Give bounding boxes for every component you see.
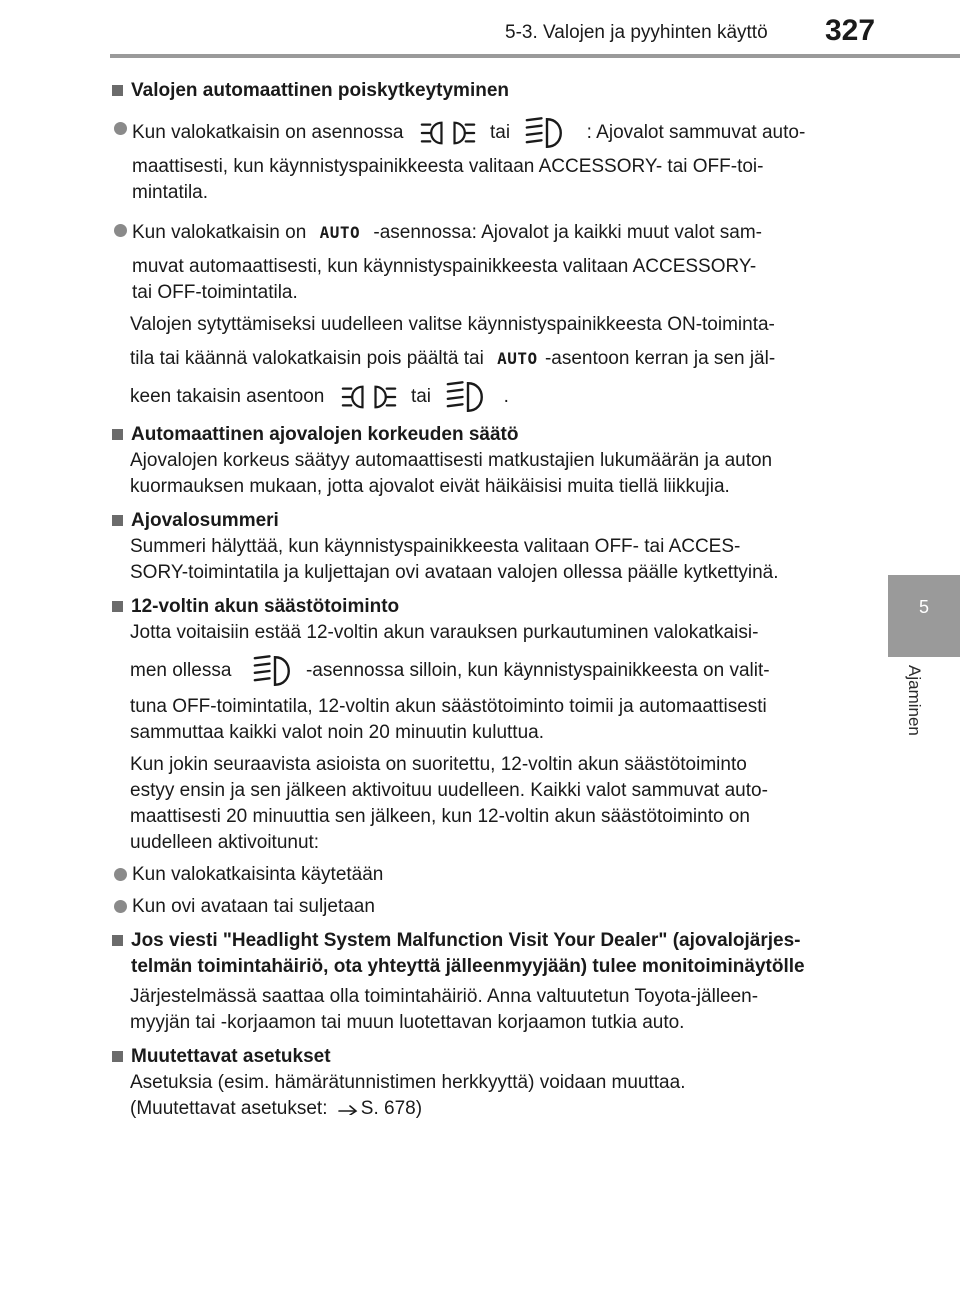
header-rule bbox=[110, 54, 960, 58]
heading-auto-off: Valojen automaattinen poiskytkeytyminen bbox=[110, 78, 855, 104]
paragraph: Ajovalojen korkeus säätyy automaattisesti matkustajien lukumäärän ja auton kuormauksen mukaan, jotta ajovalot eivät häikäisisi muita tiellä liikkujia. bbox=[130, 450, 773, 498]
chapter-tab bbox=[888, 575, 960, 657]
heading-leveling: Automaattinen ajovalojen korkeuden säätö bbox=[110, 422, 855, 448]
heading-buzzer: Ajovalosummeri bbox=[110, 508, 855, 534]
chapter-number: 5 bbox=[918, 597, 929, 617]
page-number: 327 bbox=[825, 14, 876, 47]
arrow-right-icon bbox=[337, 1103, 359, 1115]
parking-light-icon bbox=[419, 119, 477, 147]
page-content bbox=[110, 70, 855, 1122]
round-bullet-icon bbox=[114, 224, 127, 237]
heading-custom-settings: Muutettavat asetukset bbox=[110, 1044, 855, 1070]
page-header bbox=[0, 0, 960, 60]
round-bullet-icon bbox=[114, 122, 127, 135]
square-bullet-icon bbox=[112, 935, 123, 946]
headlight-icon bbox=[525, 116, 569, 150]
chapter-label: Ajaminen bbox=[905, 665, 924, 736]
bullet-item: Kun valokatkaisin on AUTO -asennossa: Ajovalot ja kaikki muut valot sam- muvat automaattisesti, kun käynnistyspainikkeesta valitaan ACCESSORY- tai OFF-toimintatila. bbox=[114, 218, 855, 306]
square-bullet-icon bbox=[112, 429, 123, 440]
parking-light-icon bbox=[340, 383, 398, 411]
paragraph: Järjestelmässä saattaa olla toimintahäiriö. Anna valtuutetun Toyota-jälleen- myyjän tai -korjaamon tai muun luotettavan korjaamon tutkia auto. bbox=[130, 986, 759, 1034]
heading-malfunction: Jos viesti "Headlight System Malfunction Visit Your Dealer" (ajovalojärjes- telmän toimintahäiriö, ota yhteyttä jälleenmyyjään) tulee monitoiminäytölle bbox=[110, 928, 855, 980]
square-bullet-icon bbox=[112, 85, 123, 96]
paragraph: Jotta voitaisiin estää 12-voltin akun varauksen purkautuminen valokatkaisi- men ollessa -asennossa silloin, kun käynnistyspainikkeesta on valit- tuna OFF-toimintatila, 12-voltin akun säästötoiminto toimii ja automaattisesti sammuttaa kaikki valot noin 20 minuutin kuluttua. bbox=[130, 622, 770, 744]
page-reference[interactable]: S. 678) bbox=[360, 1098, 423, 1120]
round-bullet-icon bbox=[114, 900, 127, 913]
bullet-item: Kun valokatkaisinta käytetään bbox=[114, 862, 855, 888]
bullet-item: Kun ovi avataan tai suljetaan bbox=[114, 894, 855, 920]
section-title: 5-3. Valojen ja pyyhinten käyttö bbox=[505, 22, 768, 43]
paragraph: Asetuksia (esim. hämärätunnistimen herkkyyttä) voidaan muuttaa. (Muutettavat asetukset: S. 678) bbox=[130, 1072, 686, 1120]
square-bullet-icon bbox=[112, 601, 123, 612]
square-bullet-icon bbox=[112, 515, 123, 526]
headlight-icon bbox=[253, 654, 297, 688]
headlight-icon bbox=[446, 380, 490, 414]
paragraph: Kun jokin seuraavista asioista on suoritettu, 12-voltin akun säästötoiminto estyy ensin ja sen jälkeen aktivoituu uudelleen. Kaikki valot sammuvat auto- maattisesti 20 minuuttia sen jälkeen, kun 12-voltin akun säästötoiminto on uudelleen aktivoitunut: bbox=[130, 754, 768, 854]
round-bullet-icon bbox=[114, 868, 127, 881]
heading-battery-saver: 12-voltin akun säästötoiminto bbox=[110, 594, 855, 620]
auto-symbol: AUTO bbox=[319, 223, 361, 242]
bullet-item: Kun valokatkaisin on asennossa tai : Ajovalot sammuvat auto- maattisesti, kun käynnistyspainikkeesta valitaan ACCESSORY- tai OFF-toi- mintatila. bbox=[114, 116, 855, 206]
auto-symbol: AUTO bbox=[497, 349, 538, 368]
paragraph: Valojen sytyttämiseksi uudelleen valitse käynnistyspainikkeesta ON-toiminta- tila tai käännä valokatkaisin pois päältä tai AUTO -asentoon kerran ja sen jäl- keen takaisin asentoon tai . bbox=[130, 312, 855, 414]
square-bullet-icon bbox=[112, 1051, 123, 1062]
paragraph: Summeri hälyttää, kun käynnistyspainikkeesta valitaan OFF- tai ACCES- SORY-toimintatila ja kuljettajan ovi avataan valojen ollessa päälle kytkettyinä. bbox=[130, 536, 779, 584]
